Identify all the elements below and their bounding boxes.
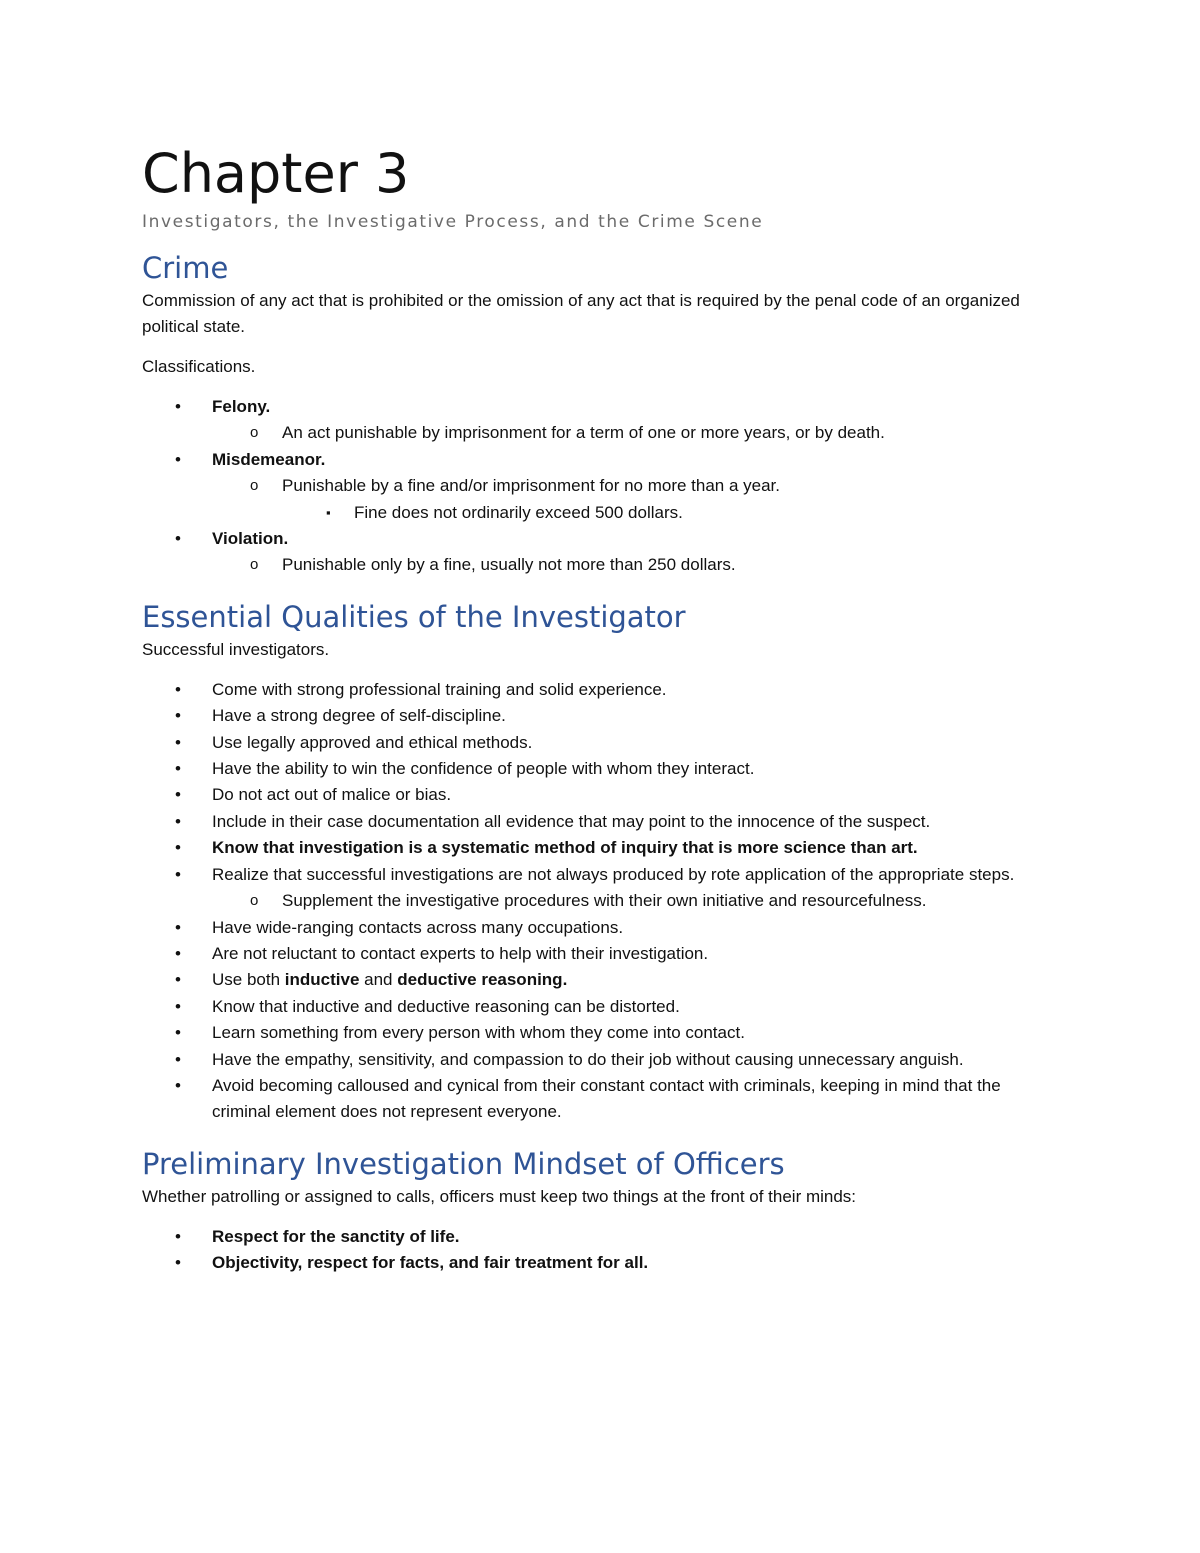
quality-text: Know that inductive and deductive reasoning can be distorted.: [212, 996, 680, 1016]
bullet-icon: •: [175, 529, 181, 549]
bullet-icon: •: [175, 679, 181, 699]
misdemeanor-description: Punishable by a fine and/or imprisonment for no more than a year.: [282, 476, 781, 496]
quality-text: Do not act out of malice or bias.: [212, 785, 452, 805]
classifications-label: Classifications.: [142, 357, 256, 376]
quality-text: Are not reluctant to contact experts to help with their investigation.: [212, 943, 709, 963]
quality-text: Have the ability to win the confidence of people with whom they interact.: [212, 759, 755, 779]
violation-description: Punishable only by a fine, usually not more than 250 dollars.: [282, 555, 736, 575]
crime-definition: Commission of any act that is prohibited or the omission of any act that is required by the penal code of an organized political state.: [142, 291, 1020, 336]
bullet-icon: •: [175, 1075, 181, 1095]
list-item: [142, 500, 1062, 526]
quality-text: Have the empathy, sensitivity, and compassion to do their job without causing unnecessary anguish.: [212, 1049, 964, 1069]
quality-text-bold-part: inductive: [284, 970, 360, 990]
quality-text: Use legally approved and ethical methods.: [212, 732, 533, 752]
document-body: [142, 138, 1062, 1295]
quality-text: Come with strong professional training and solid experience.: [212, 679, 667, 699]
bullet-icon: •: [175, 864, 181, 884]
bullet-icon: •: [175, 1023, 181, 1043]
list-item: [142, 941, 1062, 967]
qualities-list: [142, 677, 1062, 1126]
quality-text: Realize that successful investigations are not always produced by rote application of the appropriate steps.: [212, 864, 1015, 884]
bullet-icon: •: [175, 970, 181, 990]
list-item: [142, 526, 1062, 552]
list-item: [142, 447, 1062, 473]
bullet-icon: •: [175, 397, 181, 416]
circle-bullet-icon: o: [250, 556, 259, 574]
list-item: [142, 394, 1062, 420]
list-item: [142, 473, 1062, 499]
classification-misdemeanor: Misdemeanor.: [212, 449, 326, 469]
list-item: [142, 888, 1062, 914]
quality-text: Include in their case documentation all evidence that may point to the innocence of the suspect.: [212, 811, 931, 831]
list-item: [142, 677, 1062, 703]
bullet-icon: •: [175, 943, 181, 963]
circle-bullet-icon: o: [250, 477, 259, 495]
bullet-icon: •: [175, 1226, 181, 1246]
bullet-icon: •: [175, 917, 181, 937]
bullet-icon: •: [175, 838, 181, 858]
section-heading-crime: Crime: [142, 251, 229, 285]
classification-violation: Violation.: [212, 529, 289, 549]
list-item: [142, 730, 1062, 756]
list-item: [142, 994, 1062, 1020]
list-item: [142, 1073, 1062, 1126]
list-item: [142, 835, 1062, 861]
bullet-icon: •: [175, 449, 181, 469]
list-item: [142, 1020, 1062, 1046]
bullet-icon: •: [175, 811, 181, 831]
qualities-intro: Successful investigators.: [142, 639, 330, 659]
list-item: [142, 782, 1062, 808]
section-heading-qualities: Essential Qualities of the Investigator: [142, 599, 686, 634]
list-item: [142, 809, 1062, 835]
list-item: [142, 552, 1062, 578]
list-item: [142, 967, 1062, 993]
section-heading-preliminary: Preliminary Investigation Mindset of Officers: [142, 1146, 785, 1181]
quality-text-bold-part: deductive reasoning.: [397, 970, 568, 990]
list-item: [142, 756, 1062, 782]
classification-felony: Felony.: [212, 397, 271, 416]
misdemeanor-fine-note: Fine does not ordinarily exceed 500 dollars.: [354, 502, 683, 522]
quality-text-bold: Know that investigation is a systematic method of inquiry that is more science than art.: [212, 838, 918, 858]
quality-text: Have wide-ranging contacts across many occupations.: [212, 917, 624, 937]
quality-text: Learn something from every person with whom they come into contact.: [212, 1023, 745, 1043]
chapter-title: Chapter 3: [142, 142, 410, 205]
bullet-icon: •: [175, 759, 181, 779]
preliminary-list: [142, 1224, 1062, 1277]
bullet-icon: •: [175, 706, 181, 726]
circle-bullet-icon: o: [250, 892, 259, 910]
list-item: [142, 420, 1062, 446]
felony-description: An act punishable by imprisonment for a term of one or more years, or by death.: [282, 423, 885, 443]
quality-text-part: Use both: [212, 970, 281, 990]
quality-text-part: and: [364, 970, 393, 990]
square-bullet-icon: ▪: [326, 504, 331, 520]
list-item: [142, 1250, 1062, 1276]
bullet-icon: •: [175, 732, 181, 752]
bullet-icon: •: [175, 1253, 181, 1273]
mindset-item: Objectivity, respect for facts, and fair treatment for all.: [212, 1253, 649, 1273]
preliminary-intro: Whether patrolling or assigned to calls, officers must keep two things at the front of their minds:: [142, 1186, 857, 1206]
quality-subtext: Supplement the investigative procedures with their own initiative and resourcefulness.: [282, 891, 927, 911]
list-item: [142, 1224, 1062, 1250]
list-item: [142, 862, 1062, 888]
bullet-icon: •: [175, 1049, 181, 1069]
list-item: [142, 703, 1062, 729]
quality-text: Avoid becoming calloused and cynical from their constant contact with criminals, keeping in mind that the criminal element does not represent everyone.: [212, 1075, 1001, 1122]
list-item: [142, 915, 1062, 941]
bullet-icon: •: [175, 996, 181, 1016]
classifications-list: [142, 394, 1062, 579]
quality-text: Have a strong degree of self-discipline.: [212, 706, 506, 726]
circle-bullet-icon: o: [250, 424, 259, 442]
bullet-icon: •: [175, 785, 181, 805]
chapter-subtitle: Investigators, the Investigative Process, and the Crime Scene: [142, 212, 764, 232]
mindset-item: Respect for the sanctity of life.: [212, 1226, 460, 1246]
list-item: [142, 1047, 1062, 1073]
